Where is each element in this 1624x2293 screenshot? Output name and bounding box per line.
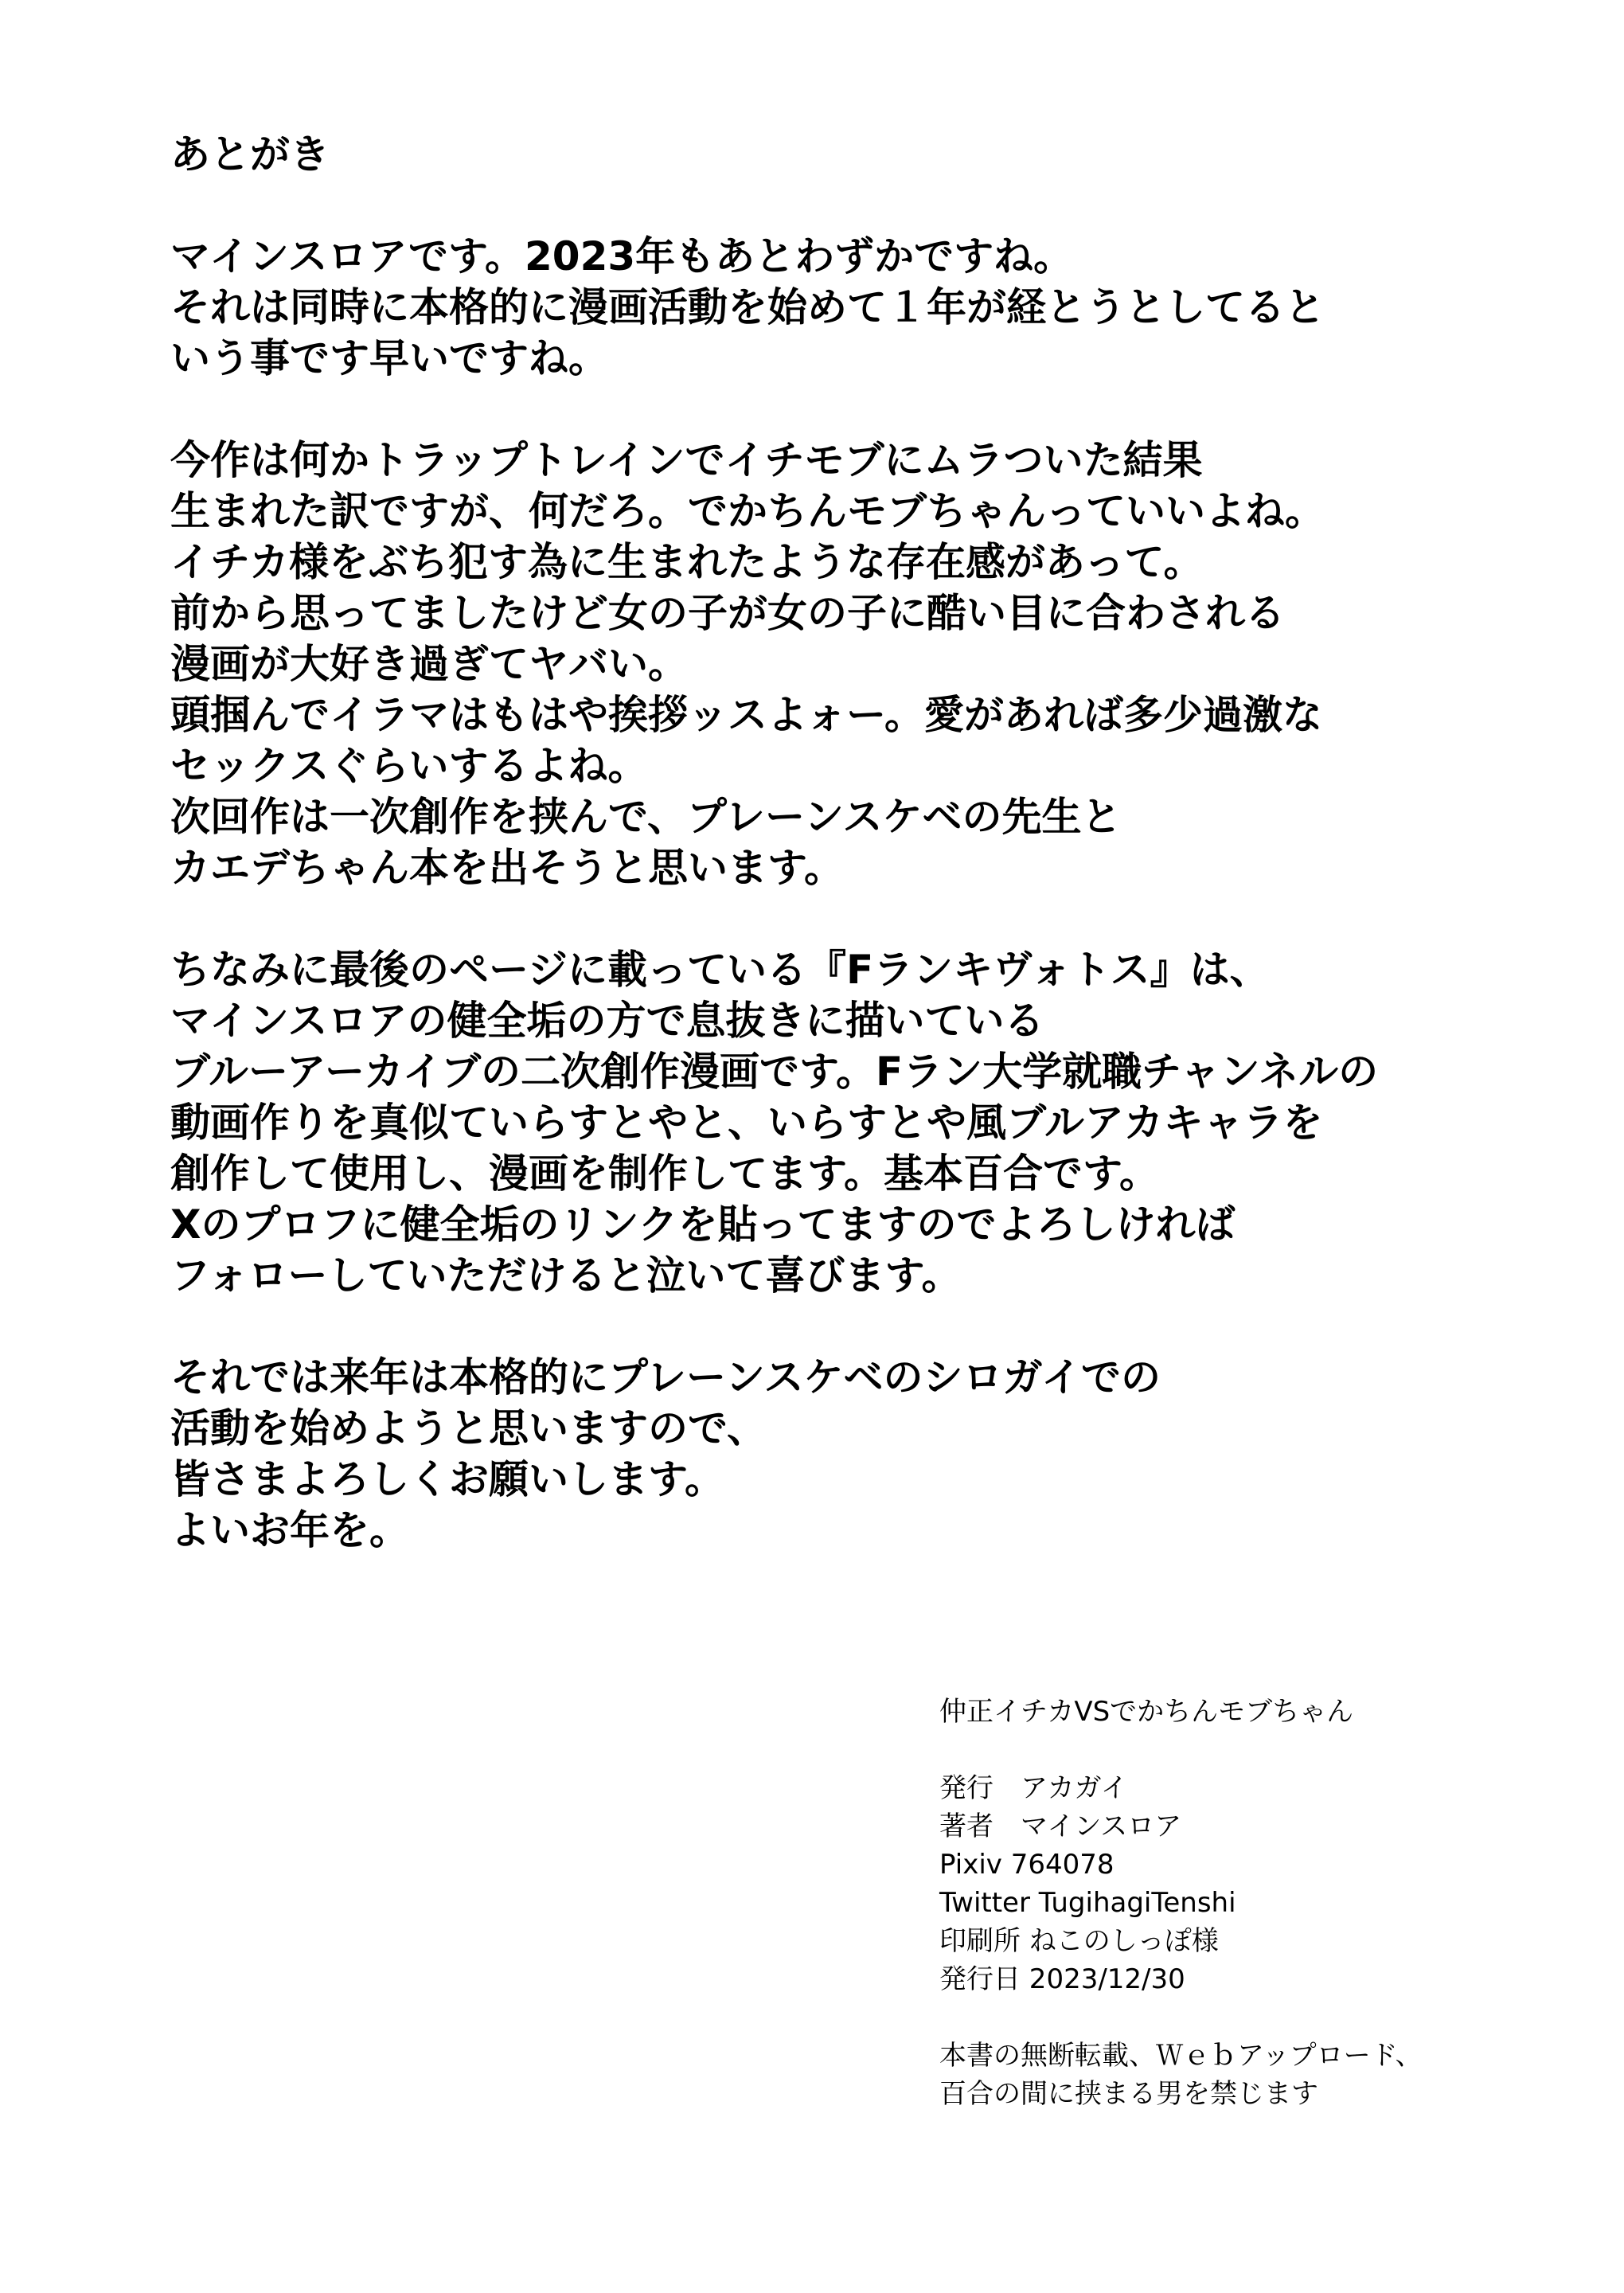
text-line: Xのプロフに健全垢のリンクを貼ってますのでよろしければ [170, 1201, 1236, 1248]
text-line: 今作は何かトラップトレインでイチモブにムラついた結果 [170, 437, 1203, 483]
text-line: ちなみに最後のページに載っている『Fランキヴォトス』は、 [170, 947, 1270, 993]
paragraph-closing [170, 1352, 1595, 1556]
colophon-author: 著者 マインスロア [939, 1811, 1182, 1842]
colophon-pixiv: Pixiv 764078 [939, 1849, 1115, 1881]
text-line: 創作して使用し、漫画を制作してます。基本百合です。 [170, 1150, 1159, 1197]
text-line: 漫画が大好き過ぎてヤバい。 [170, 641, 688, 687]
text-line: いう事です早いですね。 [170, 335, 608, 381]
paragraph-current-work [170, 435, 1595, 893]
colophon-printer: 印刷所 ねこのしっぽ様 [939, 1925, 1219, 1957]
text-line: カエデちゃん本を出そうと思います。 [170, 845, 844, 891]
colophon-book-title: 仲正イチカVSでかちんモブちゃん [939, 1696, 1354, 1728]
text-line: マインスロアです。2023年もあとわずかですね。 [170, 233, 1074, 279]
colophon [939, 1693, 1592, 2151]
notice-line: 本書の無断転載、Ｗｅｂアップロード、 [939, 2040, 1423, 2072]
colophon-twitter: Twitter TugihagiTenshi [939, 1887, 1236, 1919]
text-line: それは同時に本格的に漫画活動を始めて１年が経とうとしてると [170, 284, 1325, 330]
text-line: よいお年を。 [170, 1507, 409, 1553]
text-line: フォローしていただけると泣いて喜びます。 [170, 1252, 962, 1299]
afterword-title: あとがき [170, 131, 330, 178]
text-line: 次回作は一次創作を挟んで、プレーンスケベの先生と [170, 794, 1122, 840]
text-line: 活動を始めようと思いますので、 [170, 1405, 767, 1451]
text-line: マインスロアの健全垢の方で息抜きに描いている [170, 998, 1044, 1044]
text-line: 前から思ってましたけど女の子が女の子に酷い目に合わされる [170, 590, 1285, 636]
text-line: 動画作りを真似ていらすとやと、いらすとや風ブルアカキャラを [170, 1100, 1323, 1146]
notice-line: 百合の間に挟まる男を禁じます [939, 2078, 1318, 2110]
text-line: 頭掴んでイラマはもはや挨拶ッスよォー。愛があれば多少過激な [170, 692, 1322, 738]
text-line: イチカ様をぶち犯す為に生まれたような存在感があって。 [170, 539, 1204, 585]
colophon-details [939, 1769, 1592, 1998]
text-line: 皆さまよろしくお願いします。 [170, 1456, 724, 1502]
text-line: それでは来年は本格的にプレーンスケベのシロガイでの [170, 1354, 1161, 1400]
paragraph-side-project [170, 944, 1595, 1301]
colophon-date: 発行日 2023/12/30 [939, 1963, 1185, 1995]
afterword-body [170, 129, 1595, 1607]
paragraph-greeting [170, 231, 1595, 384]
colophon-publisher: 発行 アカガイ [939, 1772, 1128, 1804]
text-line: 生まれた訳ですが、何だろ。でかちんモブちゃんっていいよね。 [170, 488, 1325, 534]
colophon-notice [939, 2037, 1592, 2113]
text-line: セックスぐらいするよね。 [170, 743, 648, 789]
text-line: ブルーアーカイブの二次創作漫画です。Fラン大学就職チャンネルの [170, 1049, 1379, 1095]
